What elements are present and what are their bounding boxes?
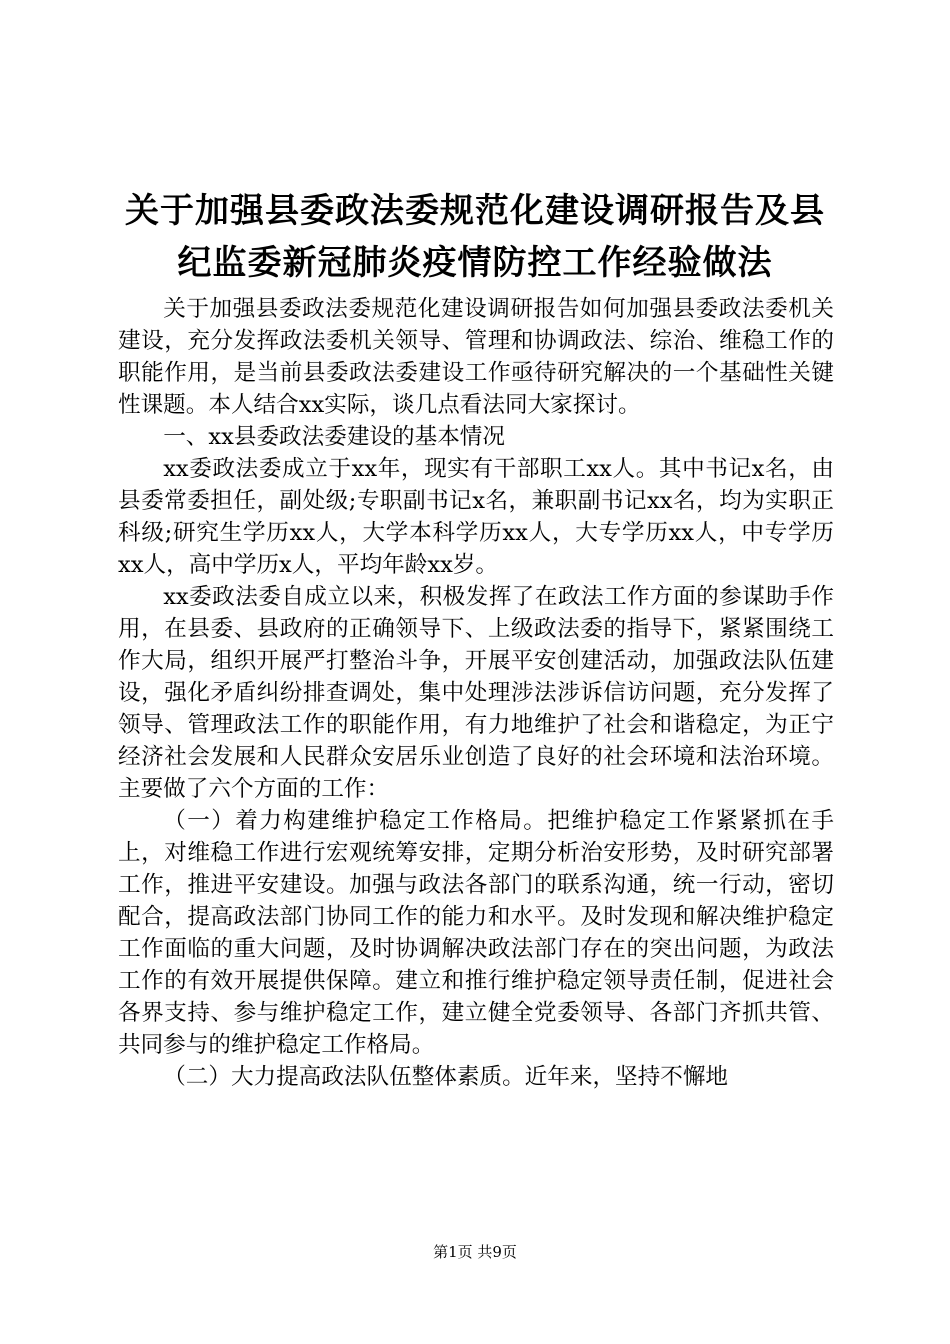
paragraph-item-1: （一）着力构建维护稳定工作格局。把维护稳定工作紧紧抓在手上，对维稳工作进行宏观统筹安排，定期分析治安形势，及时研究部署工作，推进平安建设。加强与政法各部门的联系沟通，统一行动，密切配合，提高政法部门协同工作的能力和水平。及时发现和解决维护稳定工作面临的重大问题，及时协调解决政法部门存在的突出问题，为政法工作的有效开展提供保障。建立和推行维护稳定领导责任制，促进社会各界支持、参与维护稳定工作，建立健全党委领导、各部门齐抓共管、共同参与的维护稳定工作格局。	[118, 808, 834, 1058]
paragraph-achievements: xx委政法委自成立以来，积极发挥了在政法工作方面的参谋助手作用，在县委、县政府的正确领导下、上级政法委的指导下，紧紧围绕工作大局，组织开展严打整治斗争，开展平安创建活动，加强政法队伍建设，强化矛盾纠纷排查调处，集中处理涉法涉诉信访问题，充分发挥了领导、管理政法工作的职能作用，有力地维护了社会和谐稳定，为正宁经济社会发展和人民群众安居乐业创造了良好的社会环境和法治环境。主要做了六个方面的工作：	[118, 584, 834, 802]
document-title: 关于加强县委政法委规范化建设调研报告及县纪监委新冠肺炎疫情防控工作经验做法	[125, 191, 825, 283]
document-body	[118, 293, 834, 1093]
section-heading-1: 一、xx县委政法委建设的基本情况	[163, 424, 505, 450]
paragraph-basic-info: xx委政法委成立于xx年，现实有干部职工xx人。其中书记x名，由县委常委担任，副处级;专职副书记x名，兼职副书记xx名，均为实职正科级;研究生学历xx人，大学本科学历xx人，大专学历xx人，中专学历xx人，高中学历x人，平均年龄xx岁。	[118, 456, 834, 578]
paragraph-item-2: （二）大力提高政法队伍整体素质。近年来，坚持不懈地	[163, 1064, 729, 1090]
page-number-footer: 第1页 共9页	[433, 1243, 517, 1261]
paragraph-intro: 关于加强县委政法委规范化建设调研报告如何加强县委政法委机关建设，充分发挥政法委机关领导、管理和协调政法、综治、维稳工作的职能作用，是当前县委政法委建设工作亟待研究解决的一个基础性关键性课题。本人结合xx实际，谈几点看法同大家探讨。	[118, 296, 834, 418]
